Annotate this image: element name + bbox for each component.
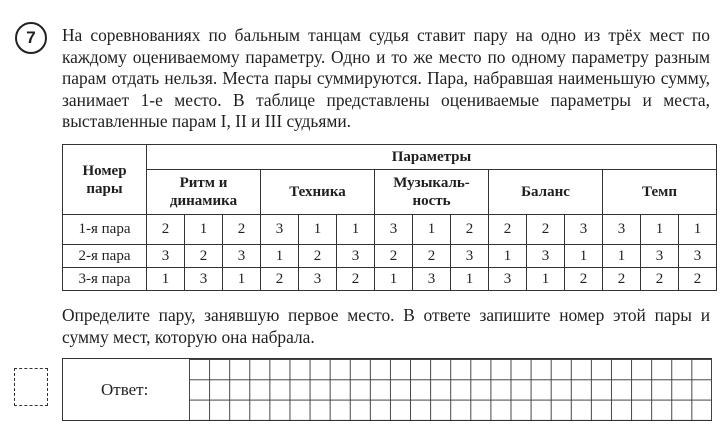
grader-checkbox xyxy=(14,368,48,406)
param-balance: Баланс xyxy=(489,170,603,215)
cell: 3 xyxy=(489,268,527,291)
cell: 3 xyxy=(451,245,489,268)
answer-label: Ответ: xyxy=(101,380,149,399)
cell: 1 xyxy=(565,245,603,268)
cell: 1 xyxy=(223,268,261,291)
table-row xyxy=(63,245,717,268)
cell: 1 xyxy=(603,245,641,268)
cell: 1 xyxy=(527,268,565,291)
cell: 2 xyxy=(451,215,489,245)
cell: 3 xyxy=(413,268,451,291)
cell: 2 xyxy=(299,245,337,268)
cell: 3 xyxy=(147,245,185,268)
answer-grid[interactable] xyxy=(189,359,712,420)
cell: 2 xyxy=(261,268,299,291)
cell: 2 xyxy=(565,268,603,291)
header-pair-number: Номер пары xyxy=(63,145,147,215)
cell: 2 xyxy=(413,245,451,268)
cell: 3 xyxy=(223,245,261,268)
cell: 1 xyxy=(261,245,299,268)
task-number: 7 xyxy=(26,28,36,47)
cell: 2 xyxy=(337,268,375,291)
cell: 1 xyxy=(679,215,717,245)
cell: 3 xyxy=(337,245,375,268)
cell: 3 xyxy=(565,215,603,245)
table-header-row-1 xyxy=(63,145,717,170)
cell: 2 xyxy=(147,215,185,245)
cell: 2 xyxy=(603,268,641,291)
cell: 1 xyxy=(489,245,527,268)
param-rhythm: Ритм и динамика xyxy=(147,170,261,215)
cell: 3 xyxy=(527,245,565,268)
cell: 1 xyxy=(413,215,451,245)
param-technique: Техника xyxy=(261,170,375,215)
cell: 2 xyxy=(489,215,527,245)
cell: 2 xyxy=(223,215,261,245)
cell: 1 xyxy=(451,268,489,291)
row-label: 2-я пара xyxy=(63,245,147,268)
cell: 1 xyxy=(147,268,185,291)
task-text: На соревнованиях по бальным танцам судья ставит пару на одно из трёх мест по каждому оцениваемому параметру. Одно и то же место по одному параметру разным парам отдать нельзя. Места пары суммируются. Пара, набравшая наименьшую сумму, занимает 1-е место. В таблице представлены оцениваемые параметры и места, выставленные парам I, II и III судьями. xyxy=(62,25,710,131)
row-label: 1-я пара xyxy=(63,215,147,245)
cell: 3 xyxy=(299,268,337,291)
cell: 3 xyxy=(261,215,299,245)
cell: 1 xyxy=(337,215,375,245)
header-params: Параметры xyxy=(147,145,717,170)
answer-box xyxy=(62,358,712,421)
table-header-row-2 xyxy=(63,170,717,215)
cell: 2 xyxy=(641,268,679,291)
cell: 2 xyxy=(375,245,413,268)
cell: 1 xyxy=(641,215,679,245)
scores-table xyxy=(62,144,717,291)
cell: 2 xyxy=(679,268,717,291)
table-row xyxy=(63,268,717,291)
cell: 3 xyxy=(603,215,641,245)
cell: 1 xyxy=(375,268,413,291)
row-label: 3-я пара xyxy=(63,268,147,291)
cell: 3 xyxy=(375,215,413,245)
param-musicality: Музыкаль-ность xyxy=(375,170,489,215)
table-row xyxy=(63,215,717,245)
cell: 3 xyxy=(185,268,223,291)
cell: 1 xyxy=(299,215,337,245)
cell: 3 xyxy=(641,245,679,268)
question-text: Определите пару, занявшую первое место. В ответе запишите номер этой пары и сумму мест, которую она набрала. xyxy=(62,305,710,347)
cell: 2 xyxy=(185,245,223,268)
cell: 2 xyxy=(527,215,565,245)
cell: 1 xyxy=(185,215,223,245)
param-tempo: Темп xyxy=(603,170,717,215)
cell: 3 xyxy=(679,245,717,268)
task-number-badge xyxy=(15,22,47,54)
